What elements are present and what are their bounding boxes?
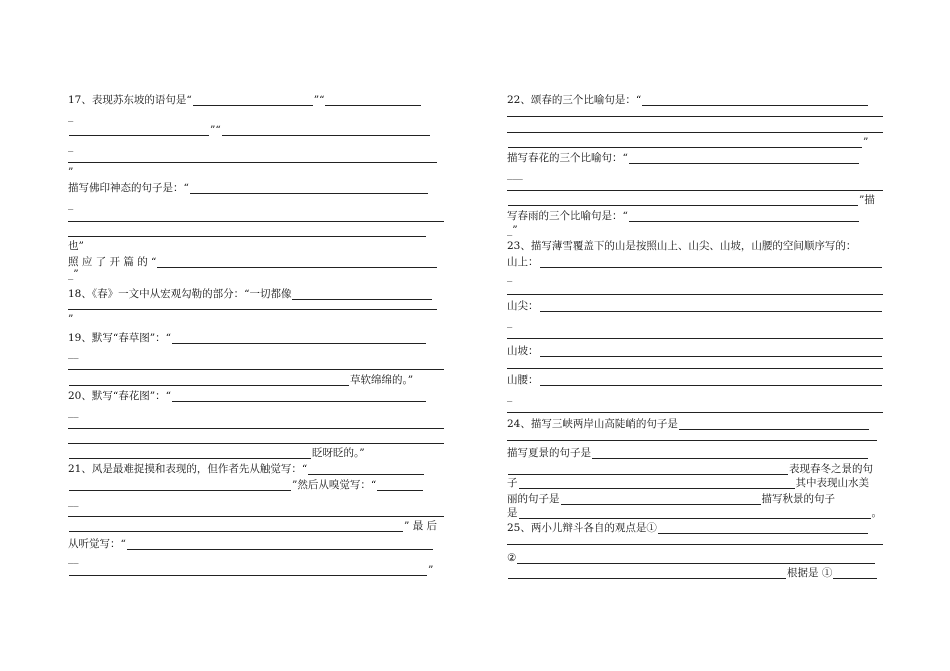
answer-blank[interactable] (540, 375, 882, 386)
answer-line[interactable] (68, 309, 437, 310)
answer-blank[interactable] (642, 95, 868, 106)
q21-line-3: ” 最 后 (68, 520, 446, 532)
q24-line-1: 24、描写三峡两岸山高陡峭的句子是 (507, 418, 883, 430)
answer-blank[interactable] (69, 125, 209, 136)
answer-blank[interactable] (540, 301, 882, 312)
answer-blank[interactable] (658, 523, 868, 534)
q22-line-1: 22、颂春的三个比喻句是：“ (507, 94, 883, 106)
q21-end: ” (68, 564, 446, 576)
q25-line-3: 根据是 ① (507, 567, 883, 579)
answer-line[interactable] (68, 162, 437, 163)
answer-blank[interactable] (292, 289, 432, 300)
answer-blank[interactable] (172, 333, 426, 344)
q25-line-2: ② (507, 552, 883, 564)
q22-line-2: 描写春花的三个比喻句：“ (507, 152, 883, 164)
answer-blank[interactable] (592, 448, 868, 459)
answer-blank[interactable] (679, 419, 869, 430)
answer-blank[interactable] (508, 137, 862, 148)
answer-blank[interactable] (69, 448, 311, 459)
answer-blank[interactable] (127, 539, 433, 550)
answer-blank[interactable] (377, 480, 423, 491)
q24-line-2: 描写夏景的句子是 (507, 447, 883, 459)
answer-blank[interactable] (629, 153, 859, 164)
q24-line-4: 子 其中表现山水美 (507, 477, 869, 489)
q21-line-4: 从听觉写：“ (68, 538, 446, 550)
q20-end: 眨呀眨的。” (68, 447, 446, 459)
answer-line[interactable] (68, 369, 444, 370)
q17-prompt: 17、表现苏东坡的语句是“ (68, 94, 192, 106)
answer-blank[interactable] (561, 494, 761, 505)
answer-blank[interactable] (519, 508, 871, 519)
q24-line-5: 丽的句子是 描写秋景的句子 (507, 493, 835, 505)
answer-line[interactable] (68, 428, 444, 429)
answer-blank[interactable] (508, 568, 786, 579)
q18-line: 18、《春》一文中从宏观勾勒的部分：“一切都像 (68, 288, 446, 300)
q17-line-4: 照 应 了 开 篇 的 “ (68, 256, 446, 268)
answer-line[interactable] (507, 440, 877, 441)
answer-blank[interactable] (325, 95, 421, 106)
answer-line[interactable] (68, 516, 444, 517)
shan-shang-line: 山上： (507, 256, 883, 268)
answer-line[interactable] (68, 236, 426, 237)
q17-line-1: 17、表现苏东坡的语句是“ ”“ (68, 94, 446, 106)
q22-end: ” (507, 136, 883, 148)
q17-line-2: ”“ (68, 124, 446, 136)
answer-blank[interactable] (519, 478, 795, 489)
answer-line[interactable] (507, 294, 883, 295)
answer-blank[interactable] (629, 211, 859, 222)
answer-blank[interactable] (517, 553, 875, 564)
answer-line[interactable] (507, 368, 883, 369)
answer-blank[interactable] (157, 257, 437, 268)
answer-blank[interactable] (69, 480, 291, 491)
q21-line-2: ”然后从嗅觉写：“ (68, 479, 446, 491)
answer-blank[interactable] (172, 391, 426, 402)
answer-line[interactable] (507, 190, 883, 191)
shan-yao-line: 山腰： (507, 374, 883, 386)
answer-blank[interactable] (833, 568, 877, 579)
shan-po-line: 山坡： (507, 345, 883, 357)
answer-blank[interactable] (540, 346, 882, 357)
q23-heading: 23、描写薄雪覆盖下的山是按照山上、山尖、山坡，山腰的空间顺序写的： (507, 240, 857, 252)
answer-blank[interactable] (308, 464, 424, 475)
answer-line[interactable] (68, 221, 444, 222)
q21-line-1: 21、风是最难捉摸和表现的，但作者先从触觉写：“ (68, 463, 446, 475)
answer-line[interactable] (507, 412, 883, 413)
answer-line[interactable] (507, 544, 883, 545)
answer-blank[interactable] (190, 183, 428, 194)
q22-line-4: 写春雨的三个比喻句是：“ (507, 210, 883, 222)
q19-end: 草软绵绵的。” (68, 374, 446, 386)
answer-line[interactable] (507, 132, 883, 133)
answer-blank[interactable] (508, 464, 788, 475)
answer-blank[interactable] (193, 95, 313, 106)
q19-line: 19、默写“春草图”：“ (68, 332, 446, 344)
q20-line: 20、默写“春花图”：“ (68, 390, 446, 402)
answer-blank[interactable] (69, 565, 427, 576)
answer-blank[interactable] (69, 375, 349, 386)
shan-jian-line: 山尖： (507, 300, 883, 312)
q25-line-1: 25、两小儿辩斗各自的观点是① (507, 522, 883, 534)
q17-line-3: 描写佛印神态的句子是：“ (68, 182, 446, 194)
answer-line[interactable] (507, 116, 883, 117)
answer-blank[interactable] (540, 257, 882, 268)
q24-line-6: 是 。 (507, 507, 882, 519)
answer-blank[interactable] (69, 521, 403, 532)
answer-line[interactable] (507, 338, 883, 339)
answer-line[interactable] (68, 443, 444, 444)
q24-line-3: 表现春冬之景的句 (507, 463, 883, 475)
q22-line-3: ”描 (507, 194, 883, 206)
answer-blank[interactable] (508, 195, 858, 206)
answer-blank[interactable] (222, 125, 430, 136)
